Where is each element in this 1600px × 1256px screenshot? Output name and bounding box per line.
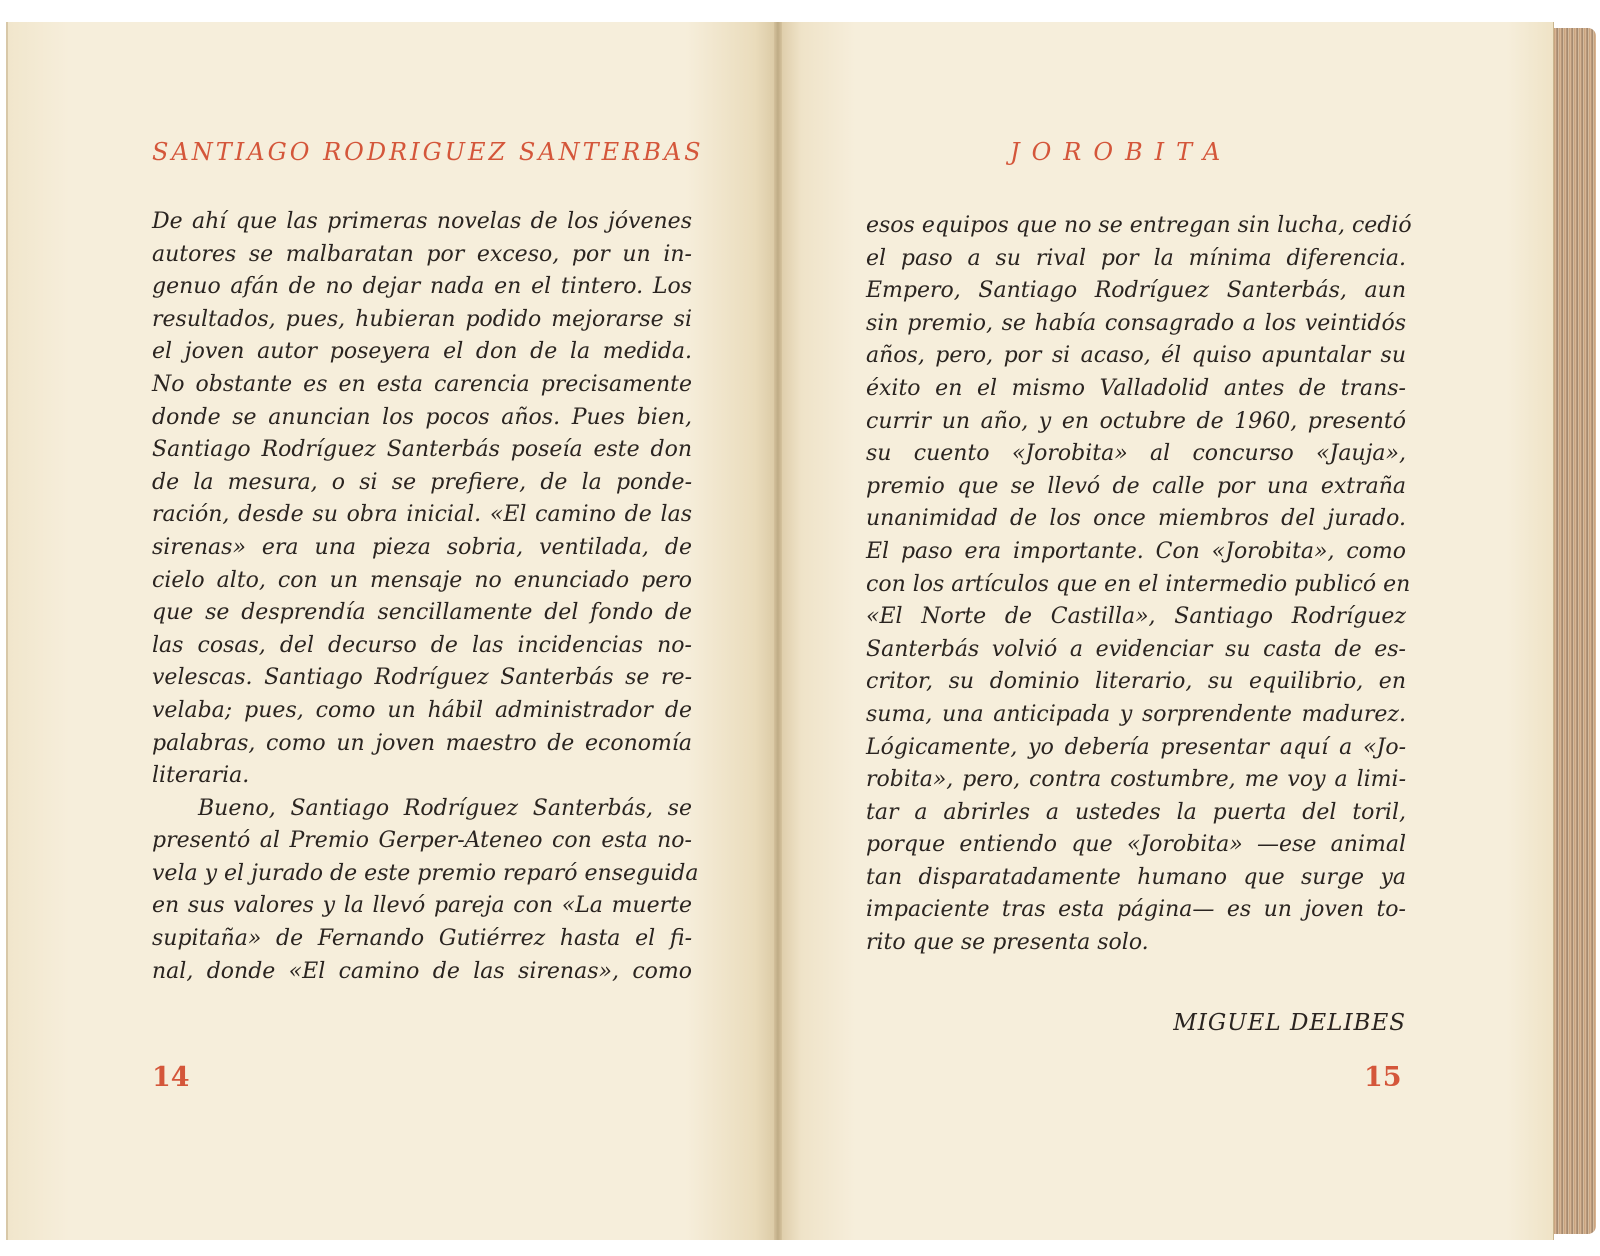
text-line: años, pero, por si acaso, él quiso apuntalar su <box>866 343 1406 369</box>
text-line: Santiago Rodríguez Santerbás poseía este don <box>152 437 692 463</box>
text-line: Santerbás volvió a evidenciar su casta de es- <box>866 636 1406 662</box>
text-line: De ahí que las primeras novelas de los jóvenes <box>152 209 692 234</box>
page-number-right: 15 <box>1364 1062 1402 1093</box>
text-line: nal, donde «El camino de las sirenas», como <box>152 958 692 984</box>
text-line: el joven autor poseyera el don de la medida. <box>152 339 692 365</box>
text-line: literaria. <box>152 763 250 789</box>
text-line: donde se anuncian los pocos años. Pues bien, <box>152 404 692 430</box>
page-number-left: 14 <box>152 1062 190 1093</box>
text-line: esos equipos que no se entregan sin lucha, cedió <box>866 213 1412 238</box>
text-line: unanimidad de los once miembros del jurado. <box>866 506 1406 532</box>
text-line: robita», pero, contra costumbre, me voy a limi- <box>866 767 1406 793</box>
text-line: presentó al Premio Gerper-Ateneo con esta no- <box>152 828 692 854</box>
text-line: tar a abrirles a ustedes la puerta del toril, <box>866 799 1406 825</box>
text-line: tan disparatadamente humano que surge ya <box>866 864 1406 890</box>
text-line: las cosas, del decurso de las incidencias no- <box>152 632 692 658</box>
text-line: critor, su dominio literario, su equilibrio, en <box>866 669 1406 695</box>
text-line: velescas. Santiago Rodríguez Santerbás se re- <box>152 665 692 691</box>
text-line: suma, una anticipada y sorprendente madurez. <box>866 701 1406 727</box>
text-line: resultados, pues, hubieran podido mejorarse si <box>152 306 692 332</box>
text-line: su cuento «Jorobita» al concurso «Jauja», <box>866 441 1406 467</box>
text-line: El paso era importante. Con «Jorobita», como <box>866 538 1406 564</box>
text-line: rito que se presenta solo. <box>866 930 1149 956</box>
text-line: sin premio, se había consagrado a los veintidós <box>866 310 1406 336</box>
text-line: currir un año, y en octubre de 1960, presentó <box>866 408 1406 434</box>
text-line: Lógicamente, yo debería presentar aquí a «Jo- <box>866 734 1406 760</box>
left-running-head: SANTIAGO RODRIGUEZ SANTERBAS <box>152 138 704 166</box>
text-line: autores se malbaratan por exceso, por un in- <box>152 241 692 267</box>
left-body-text <box>152 206 699 988</box>
text-line: cielo alto, con un mensaje no enunciado pero <box>152 567 692 593</box>
text-line: velaba; pues, como un hábil administrador de <box>152 697 692 723</box>
page-edges <box>1554 28 1596 1234</box>
text-line: el paso a su rival por la mínima diferencia. <box>866 245 1406 271</box>
text-line: supitaña» de Fernando Gutiérrez hasta el fi- <box>152 926 692 952</box>
text-line: ración, desde su obra inicial. «El camino de las <box>152 502 692 528</box>
author-signature: MIGUEL DELIBES <box>1173 1010 1406 1036</box>
text-line: premio que se llevó de calle por una extraña <box>866 473 1406 499</box>
text-line: de la mesura, o si se prefiere, de la ponde- <box>152 469 692 495</box>
text-line: Bueno, Santiago Rodríguez Santerbás, se <box>198 795 692 821</box>
text-line: que se desprendía sencillamente del fondo de <box>152 600 692 626</box>
text-line: palabras, como un joven maestro de economía <box>152 730 692 756</box>
text-line: «El Norte de Castilla», Santiago Rodríguez <box>866 604 1406 630</box>
text-line: No obstante es en esta carencia precisamente <box>152 371 692 397</box>
text-line: genuo afán de no dejar nada en el tintero. Los <box>152 274 692 300</box>
text-line: porque entiendo que «Jorobita» —ese animal <box>866 832 1406 858</box>
text-line: con los artículos que en el intermedio publicó en <box>866 571 1411 597</box>
book-gutter <box>774 22 782 1240</box>
text-line: Empero, Santiago Rodríguez Santerbás, aun <box>866 278 1406 304</box>
text-line: impaciente tras esta página— es un joven to- <box>866 897 1406 923</box>
right-running-head: JOROBITA <box>1010 138 1233 166</box>
text-line: éxito en el mismo Valladolid antes de trans- <box>866 375 1406 401</box>
text-line: en sus valores y la llevó pareja con «La muerte <box>152 893 692 919</box>
text-line: vela y el jurado de este premio reparó enseguida <box>152 860 699 886</box>
right-body-text <box>866 210 1412 960</box>
text-line: sirenas» era una pieza sobria, ventilada, de <box>152 534 692 560</box>
